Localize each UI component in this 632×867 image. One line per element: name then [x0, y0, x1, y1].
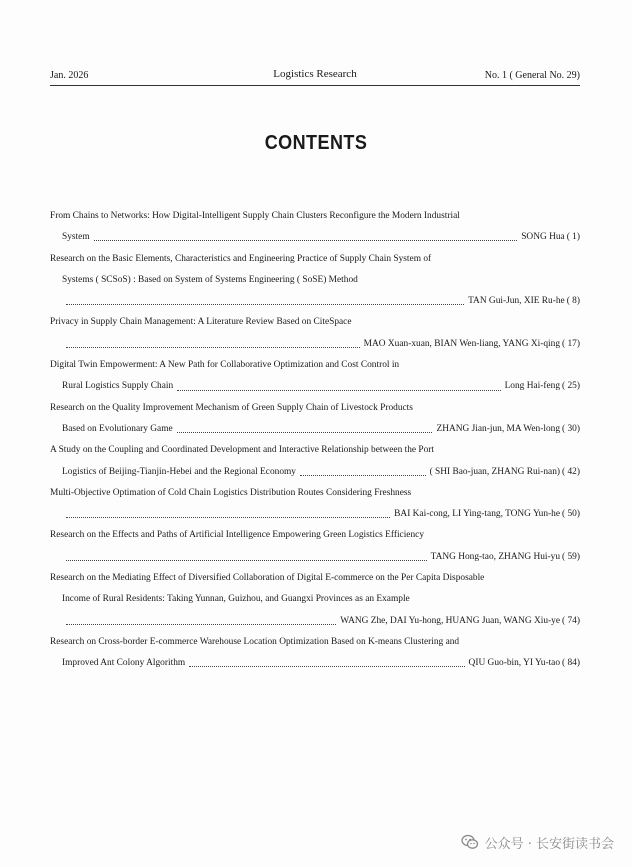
entry-title-line: Income of Rural Residents: Taking Yunnan, Guizhou, and Guangxi Provinces as an Example	[62, 594, 410, 605]
dot-leader	[66, 339, 360, 348]
issue-number: No. 1 ( General No. 29)	[484, 70, 580, 81]
entry-title-line: Digital Twin Empowerment: A New Path for Collaborative Optimization and Cost Control in	[50, 360, 400, 371]
entry-authors: Long Hai-feng	[504, 381, 561, 392]
dot-leader	[94, 232, 518, 241]
entry-leader-line	[50, 504, 580, 525]
toc-entry[interactable]	[50, 632, 580, 675]
header-rule	[50, 85, 580, 86]
toc-entry[interactable]	[50, 440, 580, 483]
dot-leader	[66, 509, 390, 518]
entry-title-line: Research on Cross-border E-commerce Warehouse Location Optimization Based on K-means Clustering and	[50, 636, 460, 647]
entry-leader-line	[50, 334, 580, 355]
entry-page-number: ( 84)	[562, 658, 580, 669]
entry-authors: BAI Kai-cong, LI Ying-tang, TONG Yun-he	[394, 509, 561, 520]
journal-name: Logistics Research	[273, 68, 357, 80]
entry-title-line: Research on the Basic Elements, Characteristics and Engineering Practice of Supply Chain System of	[50, 253, 432, 264]
entry-title-line: A Study on the Coupling and Coordinated Development and Interactive Relationship between the Port	[50, 445, 435, 456]
entry-title-line: Multi-Objective Optimation of Cold Chain Logistics Distribution Routes Considering Freshness	[50, 487, 412, 498]
running-header	[50, 68, 580, 86]
dot-leader	[66, 616, 336, 625]
dot-leader	[300, 467, 426, 476]
entry-page-number: ( 1)	[566, 232, 580, 243]
entry-authors: TANG Hong-tao, ZHANG Hui-yu	[430, 551, 561, 562]
dot-leader	[66, 296, 464, 305]
wechat-icon	[461, 834, 479, 850]
entry-leader-line	[50, 376, 580, 397]
page-title: CONTENTS	[264, 132, 368, 154]
entry-authors: MAO Xuan-xuan, BIAN Wen-liang, YANG Xi-qing	[363, 338, 561, 349]
entry-leader-line	[50, 419, 580, 440]
entry-authors: TAN Gui-Jun, XIE Ru-he	[468, 296, 565, 307]
entry-page-number: ( 59)	[562, 551, 580, 562]
entry-leader-line	[50, 653, 580, 674]
entry-authors: ( SHI Bao-juan, ZHANG Rui-nan)	[429, 466, 561, 477]
entry-page-number: ( 50)	[562, 509, 580, 520]
toc-entry[interactable]	[50, 525, 580, 568]
entry-title-tail: Based on Evolutionary Game	[62, 423, 173, 434]
entry-page-number: ( 17)	[562, 338, 580, 349]
toc-entry[interactable]	[50, 355, 580, 398]
table-of-contents	[50, 206, 580, 675]
dot-leader	[177, 424, 433, 433]
entry-leader-line	[50, 227, 580, 248]
toc-entry[interactable]	[50, 568, 580, 632]
entry-title-line: From Chains to Networks: How Digital-Intelligent Supply Chain Clusters Reconfigure the Modern Industrial	[50, 211, 460, 221]
entry-page-number: ( 42)	[562, 466, 580, 477]
entry-title-line: Research on the Effects and Paths of Artificial Intelligence Empowering Green Logistics Efficiency	[50, 530, 425, 541]
entry-authors: ZHANG Jian-jun, MA Wen-long	[436, 423, 561, 434]
entry-leader-line	[50, 547, 580, 568]
entry-authors: SONG Hua	[521, 232, 565, 243]
issue-date: Jan. 2026	[50, 70, 89, 81]
dot-leader	[189, 658, 464, 667]
entry-page-number: ( 74)	[562, 615, 580, 626]
entry-title-line: Research on the Quality Improvement Mechanism of Green Supply Chain of Livestock Products	[50, 402, 413, 413]
watermark-text: 公众号 · 长安街读书会	[484, 836, 614, 852]
entry-leader-line	[50, 291, 580, 312]
entry-leader-line	[50, 462, 580, 483]
watermark	[461, 832, 614, 852]
toc-entry[interactable]	[50, 483, 580, 526]
toc-entry[interactable]	[50, 206, 580, 249]
toc-entry[interactable]	[50, 398, 580, 441]
entry-authors: WANG Zhe, DAI Yu-hong, HUANG Juan, WANG Xiu-ye	[340, 615, 561, 626]
entry-leader-line	[50, 611, 580, 632]
dot-leader	[66, 552, 427, 561]
entry-title-tail: System	[62, 232, 90, 243]
dot-leader	[177, 382, 500, 391]
entry-title-line: Privacy in Supply Chain Management: A Literature Review Based on CiteSpace	[50, 317, 352, 328]
entry-page-number: ( 25)	[562, 381, 580, 392]
entry-page-number: ( 8)	[566, 296, 580, 307]
toc-entry[interactable]	[50, 249, 580, 313]
entry-title-line: Systems ( SCSoS) : Based on System of Systems Engineering ( SoSE) Method	[62, 274, 358, 285]
entry-authors: QIU Guo-bin, YI Yu-tao	[468, 658, 561, 669]
entry-title-tail: Rural Logistics Supply Chain	[62, 381, 174, 392]
entry-title-line: Research on the Mediating Effect of Diversified Collaboration of Digital E-commerce on the Per Capita Disposable	[50, 573, 485, 584]
entry-title-tail: Improved Ant Colony Algorithm	[62, 658, 186, 669]
toc-entry[interactable]	[50, 312, 580, 355]
entry-title-tail: Logistics of Beijing-Tianjin-Hebei and the Regional Economy	[62, 466, 296, 477]
entry-page-number: ( 30)	[562, 423, 580, 434]
